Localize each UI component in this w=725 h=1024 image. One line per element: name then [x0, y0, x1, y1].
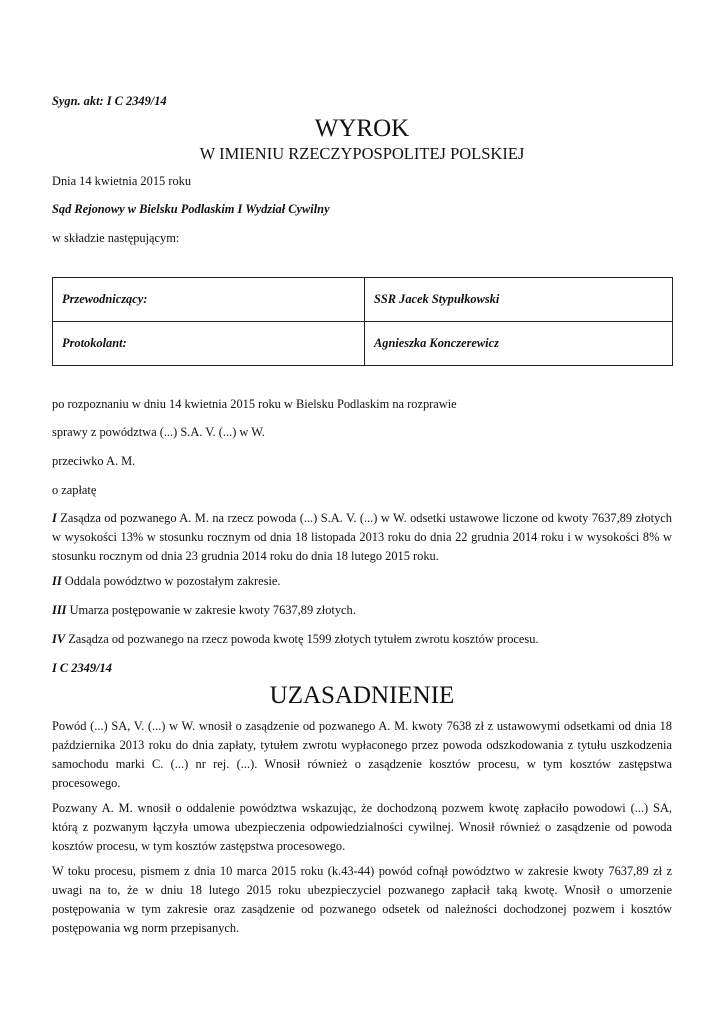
ruling-text: Zasądza od pozwanego A. M. na rzecz powoda (...) S.A. V. (...) w W. odsetki ustawowe liczone od kwoty 7637,89 złotych w wysokości 13% w stosunku rocznym od dnia 18 listopada 2013 roku do dnia 22 grudnia 2014 roku i w wysokości 8% w stosunku rocznym od dnia 23 grudnia 2014 roku do dnia 18 lutego 2015 roku.: [52, 511, 672, 563]
proceedings-line: przeciwko A. M.: [52, 454, 136, 468]
ruling-point: [52, 572, 672, 591]
judgment-title: WYROK: [314, 115, 410, 142]
table-row: [53, 322, 673, 366]
ruling-numeral: I: [52, 511, 57, 525]
justification-title: UZASADNIENIE: [269, 682, 455, 709]
justification-case-number: I C 2349/14: [52, 661, 112, 675]
composition-role: Protokolant:: [53, 322, 365, 366]
proceedings-line: sprawy z powództwa (...) S.A. V. (...) w W.: [52, 425, 265, 439]
ruling-numeral: IV: [52, 632, 66, 646]
table-row: [53, 278, 673, 322]
composition-role: Przewodniczący:: [53, 278, 365, 322]
ruling-text: Zasądza od pozwanego na rzecz powoda kwotę 1599 złotych tytułem zwrotu kosztów procesu.: [65, 632, 539, 646]
proceedings-line: o zapłatę: [52, 483, 97, 497]
ruling-text: Oddala powództwo w pozostałym zakresie.: [61, 574, 281, 588]
ruling-point: [52, 630, 672, 649]
ruling-numeral: III: [52, 603, 67, 617]
court-name: Sąd Rejonowy w Bielsku Podlaskim I Wydział Cywilny: [52, 202, 330, 216]
composition-table: [52, 277, 673, 366]
judgment-date: Dnia 14 kwietnia 2015 roku: [52, 174, 192, 188]
judgment-subtitle: W IMIENIU RZECZYPOSPOLITEJ POLSKIEJ: [199, 144, 525, 163]
ruling-point: [52, 509, 672, 566]
ruling-numeral: II: [52, 574, 62, 588]
composition-name: SSR Jacek Stypułkowski: [365, 278, 673, 322]
ruling-text: Umarza postępowanie w zakresie kwoty 7637,89 złotych.: [66, 603, 356, 617]
justification-paragraph: Pozwany A. M. wnosił o oddalenie powództwa wskazując, że dochodzoną pozwem kwotę zapłaciło powodowi (...) SA, którą z pozwanym łączyła umowa ubezpieczenia odpowiedzialności cywilnej. Wnosił również o zasądzenie od powoda kosztów procesu, w tym kosztów zastępstwa procesowego.: [52, 801, 672, 853]
proceedings-line: po rozpoznaniu w dniu 14 kwietnia 2015 roku w Bielsku Podlaskim na rozprawie: [52, 397, 457, 411]
composition-name: Agnieszka Konczerewicz: [365, 322, 673, 366]
justification-paragraph: W toku procesu, pismem z dnia 10 marca 2015 roku (k.43-44) powód cofnął powództwo w zakresie kwoty 7637,89 zł z uwagi na to, że w dniu 18 lutego 2015 roku ubezpieczyciel pozwanego zapłacił taką kwotę. Wnosił o umorzenie postępowania w tym zakresie oraz zasądzenie od pozwanego odsetek od należności dochodzonej pozwem i kosztów postępowania wg norm przepisanych.: [52, 864, 672, 935]
justification-paragraph: Powód (...) SA, V. (...) w W. wnosił o zasądzenie od pozwanego A. M. kwoty 7638 zł z ustawowymi odsetkami od dnia 18 października 2013 roku do dnia zapłaty, tytułem zwrotu wypłaconego przez powoda odszkodowania z tytułu uszkodzenia samochodu marki C. (...) nr rej. (...). Wnosił również o zasądzenie kosztów procesu, w tym kosztów zastępstwa procesowego.: [52, 719, 672, 790]
case-number: Sygn. akt: I C 2349/14: [52, 94, 167, 108]
composition-intro: w składzie następującym:: [52, 231, 180, 245]
ruling-point: [52, 601, 672, 620]
